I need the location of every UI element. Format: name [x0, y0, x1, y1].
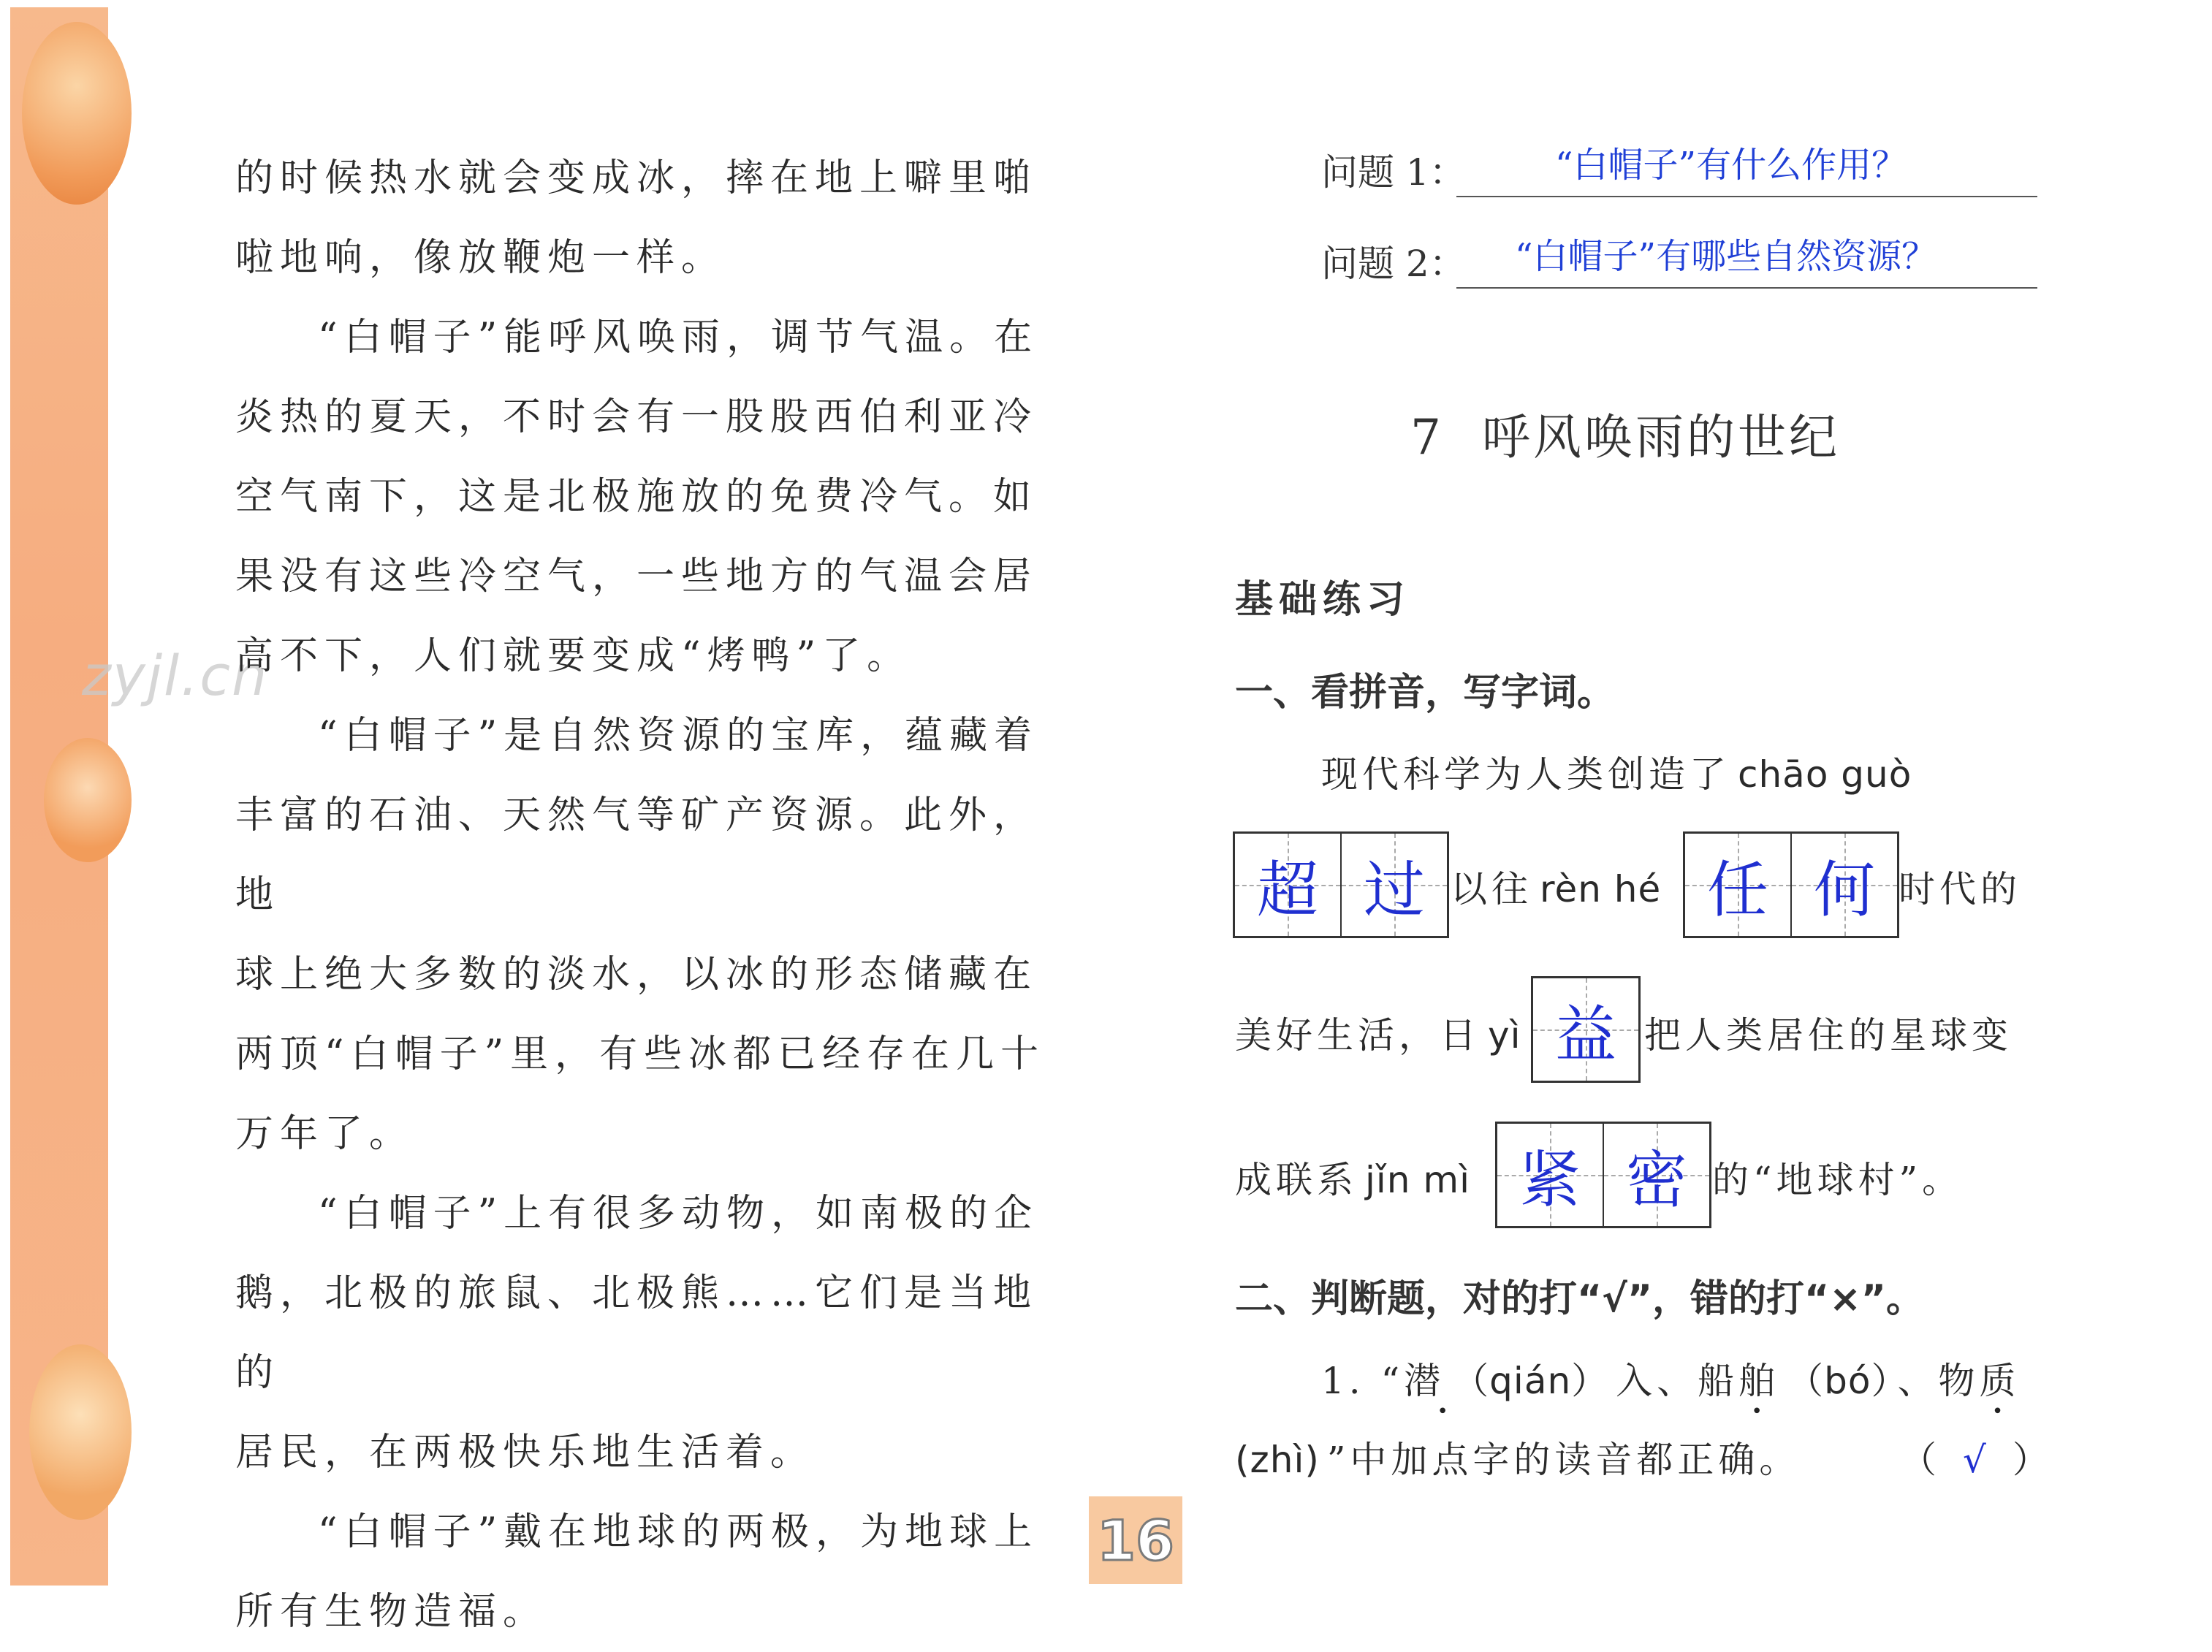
dotted-char: 舶 — [1738, 1360, 1780, 1402]
question-answer: “白帽子”有什么作用？ — [1555, 145, 1907, 186]
tianzige-answer-1 — [1233, 831, 1449, 938]
exercise-1-line-4b: 的“地球村”。 — [1712, 1159, 1964, 1201]
tianzige-answer-3 — [1531, 976, 1641, 1083]
exercise-1-heading: 一、看拼音，写字词。 — [1235, 671, 1616, 715]
passage-line: “白帽子”戴在地球的两极，为地球上 — [318, 1510, 1039, 1554]
watermark: zyjl.cn — [82, 643, 269, 708]
question-2-row — [1321, 230, 2037, 296]
passage-line: 炎热的夏天，不时会有一股股西伯利亚冷 — [235, 395, 1038, 439]
pinyin: rèn hé — [1540, 868, 1662, 910]
passage-line: 啦地响，像放鞭炮一样。 — [235, 236, 726, 280]
passage-line: 球上绝大多数的淡水，以冰的形态储藏在 — [235, 953, 1038, 997]
answer-parentheses: （ √ ） — [1900, 1439, 2053, 1481]
passage-line: “白帽子”能呼风唤雨，调节气温。在 — [318, 316, 1039, 359]
exercise-1-line-3a — [1235, 1006, 1528, 1059]
lesson-title — [1410, 398, 1840, 468]
grid-cell: 密 — [1603, 1124, 1709, 1226]
passage-line: 两顶“白帽子”里，有些冰都已经存在几十 — [235, 1032, 1046, 1076]
grid-cell: 超 — [1235, 834, 1340, 936]
reading-passage — [235, 139, 1046, 1652]
question-label: 问题 1： — [1321, 151, 1466, 194]
passage-line: 丰富的石油、天然气等矿产资源。此外，地 — [235, 793, 1038, 917]
passage-line: 居民，在两极快乐地生活着。 — [235, 1431, 816, 1474]
exercise-1-line-3b: 把人类居住的星球变 — [1644, 1014, 2013, 1057]
passage-line: “白帽子”是自然资源的宝库，蕴藏着 — [318, 714, 1039, 758]
page-number: 16 — [1089, 1496, 1182, 1584]
question-label: 问题 2： — [1321, 243, 1466, 285]
passage-line: 空气南下，这是北极施放的免费冷气。如 — [235, 475, 1038, 519]
grid-cell: 任 — [1685, 834, 1790, 936]
question-1-row — [1321, 139, 2037, 205]
passage-line: 高不下，人们就要变成“烤鸭”了。 — [235, 634, 912, 678]
section-heading: 基础练习 — [1235, 578, 1411, 622]
pinyin: (zhì) — [1235, 1439, 1320, 1481]
passage-line: “白帽子”上有很多动物，如南极的企 — [318, 1192, 1039, 1236]
exercise-2-item-1-line-1: 1. “潜 （qián） 入、船舶 （bó） 、物质 — [1321, 1360, 2021, 1402]
tianzige-answer-2 — [1683, 831, 1899, 938]
exercise-2-heading: 二、判断题，对的打“√”，错的打“×”。 — [1235, 1277, 1924, 1321]
dotted-char: 质 — [1979, 1360, 2021, 1402]
cartoon-character-icon — [44, 738, 132, 862]
rabbit-cartoon-icon — [22, 22, 132, 205]
sentence-text: 成联系 — [1235, 1159, 1358, 1201]
passage-line: 万年了。 — [235, 1112, 414, 1156]
passage-line: 鹅，北极的旅鼠、北极熊……它们是当地的 — [235, 1271, 1038, 1395]
lesson-number: 7 — [1410, 409, 1444, 465]
passage-line: 的时候热水就会变成冰，摔在地上噼里啪 — [235, 156, 1038, 200]
sentence-text: 现代科学为人类创造了 — [1321, 753, 1730, 796]
grid-cell: 紧 — [1497, 1124, 1603, 1226]
answer-line — [1456, 287, 2037, 289]
tiger-cartoon-icon — [29, 1344, 132, 1520]
exercise-1-line-1 — [1321, 745, 1919, 798]
answer-line — [1456, 196, 2037, 197]
grid-cell: 过 — [1340, 834, 1447, 936]
exercise-1-line-2b: 时代的 — [1899, 868, 2021, 910]
question-answer: “白帽子”有哪些自然资源？ — [1515, 236, 1937, 277]
pinyin: （qián） — [1452, 1360, 1609, 1402]
grid-cell: 益 — [1533, 978, 1638, 1081]
pinyin: yì — [1488, 1014, 1521, 1057]
tianzige-answer-4 — [1495, 1122, 1711, 1228]
exercise-2-item-1-line-2: (zhì) ”中加点字的读音都正确。 — [1235, 1439, 1801, 1481]
sentence-text: 以往 — [1451, 868, 1532, 910]
passage-line: 所有生物造福。 — [235, 1590, 548, 1634]
lesson-title-text: 呼风唤雨的世纪 — [1482, 409, 1840, 465]
sentence-text: 美好生活，日 — [1235, 1014, 1481, 1057]
pinyin: （bó） — [1787, 1360, 1890, 1402]
grid-cell: 何 — [1790, 834, 1897, 936]
exercise-1-line-2a — [1451, 860, 1668, 913]
passage-line: 果没有这些冷空气，一些地方的气温会居 — [235, 555, 1038, 598]
item-number: 1. — [1321, 1360, 1365, 1402]
pinyin: chāo guò — [1738, 753, 1912, 796]
check-mark: √ — [1963, 1439, 1991, 1481]
pinyin: jǐn mì — [1365, 1159, 1470, 1201]
exercise-1-line-4a — [1235, 1151, 1478, 1203]
